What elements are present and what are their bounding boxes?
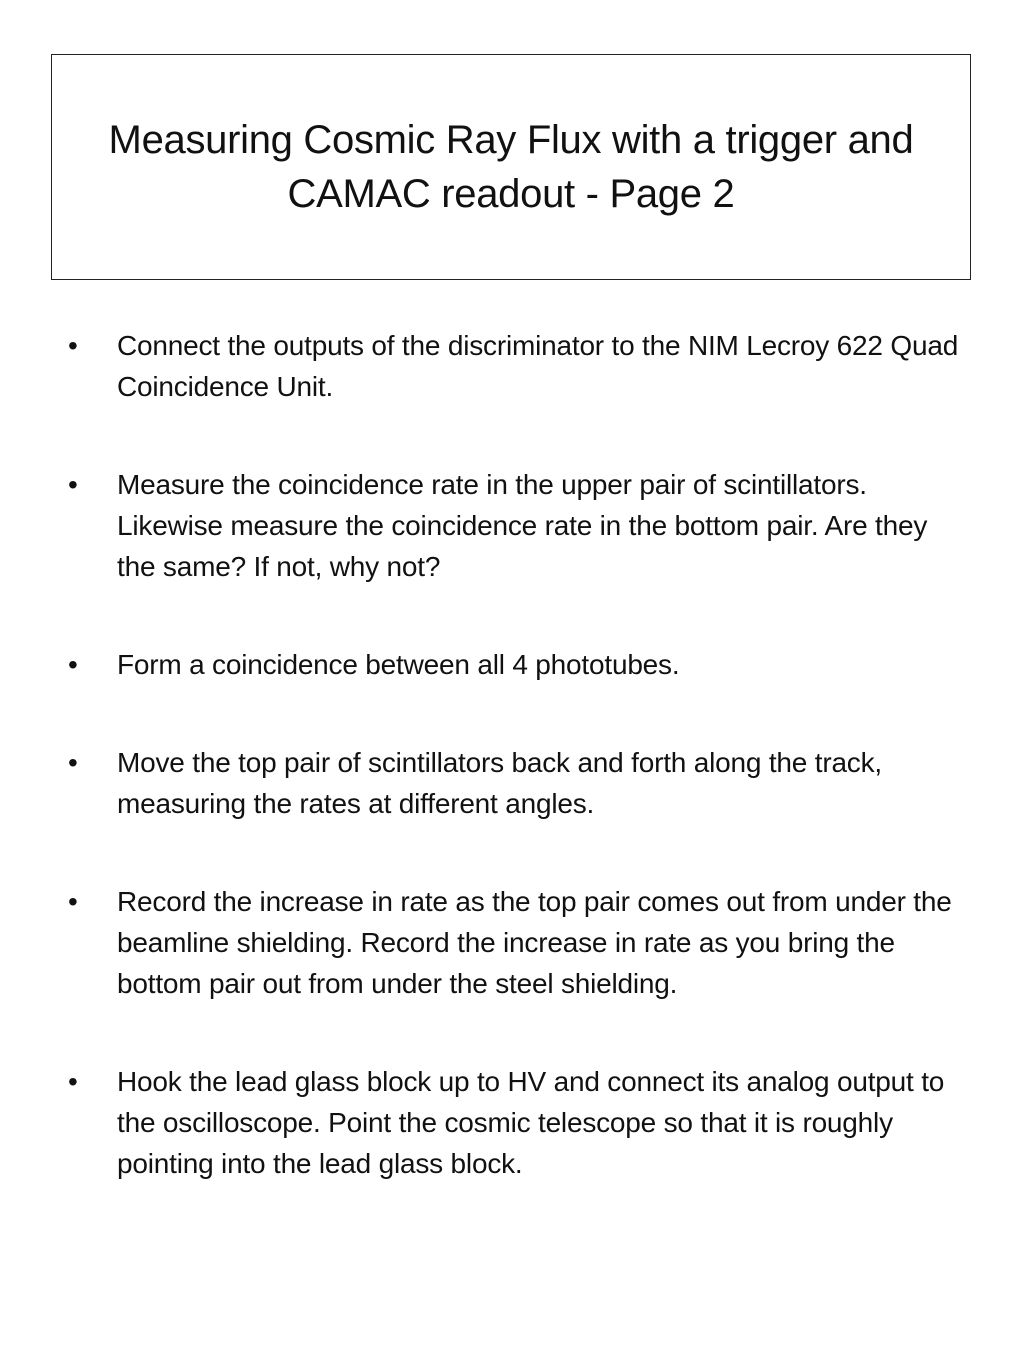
bullet-list bbox=[0, 325, 1024, 1241]
bullet-dot-icon: • bbox=[68, 330, 78, 361]
bullet-dot-icon: • bbox=[68, 649, 78, 680]
bullet-item bbox=[0, 644, 1024, 685]
slide-title: Measuring Cosmic Ray Flux with a trigger and CAMAC readout - Page 2 bbox=[108, 118, 914, 216]
bullet-text: Measure the coincidence rate in the upper pair of scintillators. Likewise measure the coincidence rate in the bottom pair. Are they the same? If not, why not? bbox=[117, 469, 928, 582]
bullet-text: Record the increase in rate as the top pair comes out from under the beamline shielding. Record the increase in rate as you bring the bottom pair out from under the steel shielding. bbox=[117, 886, 952, 999]
bullet-item bbox=[0, 881, 1024, 1004]
bullet-text: Connect the outputs of the discriminator to the NIM Lecroy 622 Quad Coincidence Unit. bbox=[117, 330, 959, 402]
bullet-dot-icon: • bbox=[68, 469, 78, 500]
bullet-dot-icon: • bbox=[68, 747, 78, 778]
bullet-dot-icon: • bbox=[68, 1066, 78, 1097]
bullet-item bbox=[0, 464, 1024, 587]
title-box bbox=[51, 54, 971, 280]
bullet-text: Form a coincidence between all 4 phototubes. bbox=[117, 649, 680, 680]
bullet-item bbox=[0, 325, 1024, 407]
bullet-dot-icon: • bbox=[68, 886, 78, 917]
bullet-text: Hook the lead glass block up to HV and connect its analog output to the oscilloscope. Point the cosmic telescope so that it is roughly pointing into the lead glass block. bbox=[117, 1066, 945, 1179]
bullet-item bbox=[0, 1061, 1024, 1184]
bullet-item bbox=[0, 742, 1024, 824]
bullet-text: Move the top pair of scintillators back and forth along the track, measuring the rates at different angles. bbox=[117, 747, 882, 819]
